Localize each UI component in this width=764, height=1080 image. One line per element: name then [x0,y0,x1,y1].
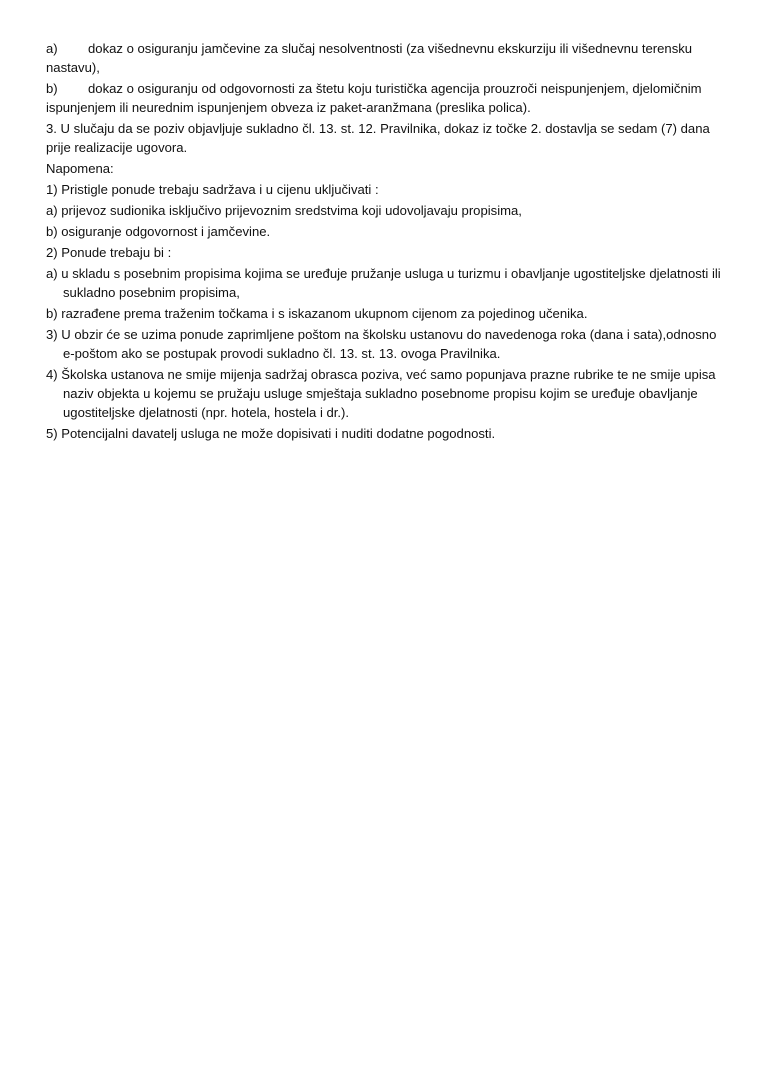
note-heading: Napomena: [46,161,114,176]
note-item-2a: a) u skladu s posebnim propisima kojima se uređuje pružanje usluga u turizmu i obavljanje ugostiteljske djelatnosti ili sukladno posebnim propisima, [46,266,721,300]
note-item-2: 2) Ponude trebaju bi : [46,245,172,260]
item-text: dokaz o osiguranju jamčevine za slučaj nesolventnosti (za višednevnu ekskurziju ili višednevnu terensku nastavu), [46,41,693,75]
item-text: dokaz o osiguranju od odgovornosti za štetu koju turistička agencija prouzroči neispunjenjem, djelomičnim ispunjenjem ili neurednim ispunjenjem obveza iz paket-aranžmana (preslika polica). [46,81,702,115]
note-item-1: 1) Pristigle ponude trebaju sadržava i u cijenu uključivati : [46,182,379,197]
document-body [46,39,726,443]
note-item-1a: a) prijevoz sudionika isključivo prijevoznim sredstvima koji udovoljavaju propisima, [46,203,522,218]
note-item-2b: b) razrađene prema traženim točkama i s iskazanom ukupnom cijenom za pojedinog učenika. [46,306,588,321]
note-item-1b: b) osiguranje odgovornost i jamčevine. [46,224,271,239]
guarantee-insurance-item [46,39,726,77]
note-item-3: 3) U obzir će se uzima ponude zaprimljene poštom na školsku ustanovu do navedenoga roka (dana i sata),odnosno e-poštom ako se postupak provodi sukladno čl. 13. st. 13. ovoga Pravilnika. [46,327,717,361]
point-3-paragraph: 3. U slučaju da se poziv objavljuje sukladno čl. 13. st. 12. Pravilnika, dokaz iz točke 2. dostavlja se sedam (7) dana prije realizacije ugovora. [46,121,710,155]
item-marker: b) [46,81,58,96]
liability-insurance-item [46,79,726,117]
note-item-5: 5) Potencijalni davatelj usluga ne može dopisivati i nuditi dodatne pogodnosti. [46,426,496,441]
note-item-4: 4) Školska ustanova ne smije mijenja sadržaj obrasca poziva, već samo popunjava prazne rubrike te ne smije upisa naziv objekta u kojemu se pružaju usluge smještaja sukladno posebnome propisu kojim se uređuje obavljanje ugostiteljske djelatnosti (npr. hotela, hostela i dr.). [46,367,716,420]
item-marker: a) [46,41,58,56]
